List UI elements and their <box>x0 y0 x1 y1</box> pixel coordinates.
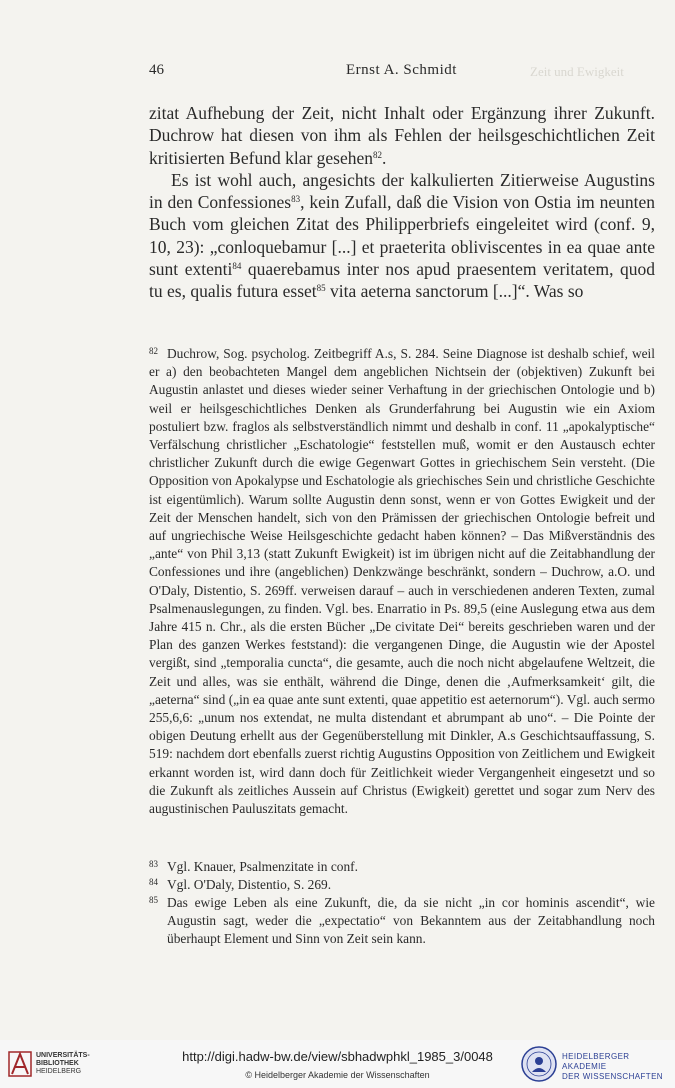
copyright-notice: © Heidelberger Akademie der Wissenschaften <box>245 1070 430 1080</box>
footnote-number: 82 <box>149 346 158 356</box>
footnote-number: 85 <box>149 895 158 905</box>
footnote-reference: 82 <box>373 149 383 160</box>
footnote-83 <box>149 858 655 876</box>
main-text <box>149 102 655 303</box>
document-url-link[interactable]: http://digi.hadw-bw.de/view/sbhadwphkl_1985_3/0048 <box>182 1049 493 1064</box>
paragraph-1: zitat Aufhebung der Zeit, nicht Inhalt oder Ergänzung ihrer Zukunft. Duchrow hat diesen von ihm als Fehlen der heilsgeschichtlichen Zeit kritisierten Befund klar gesehen$^{82}$. <box>149 103 655 168</box>
footnote-reference: 83 <box>291 194 301 205</box>
footnote-reference: 84 <box>232 261 242 272</box>
page-number: 46 <box>149 62 164 78</box>
footnote-text: Vgl. O'Daly, Distentio, S. 269. <box>167 877 332 892</box>
footnote-number: 84 <box>149 877 158 887</box>
footnote-82 <box>149 345 655 818</box>
footnote-text: Vgl. Knauer, Psalmenzitate in conf. <box>167 859 358 874</box>
paragraph-2: Es ist wohl auch, angesichts der kalkulierten Zitierweise Augustins in den Confessiones$^{83}$, kein Zufall, daß die Vision von Ostia im neunten Buch vom gleichen Zitat des Philipperbriefs eingeleitet wird (conf. 9, 10, 23): „conloquebamur [...] et praeterita obliviscentes in ea quae ante sunt extenti$^{84}$ quaerebamus inter nos apud praesentem veritatem, quod tu es, qualis futura esset$^{85}$ vita aeterna sanctorum [...]“. Was so <box>149 169 655 302</box>
running-head-author: Ernst A. Schmidt <box>346 62 457 78</box>
footnote-84 <box>149 876 655 894</box>
footer-bar <box>0 1040 675 1088</box>
academy-seal-icon <box>520 1045 558 1083</box>
footnote-text: Duchrow, Sog. psycholog. Zeitbegriff A.s, S. 284. Seine Diagnose ist deshalb schief, weil er a) den beobachteten Mangel dem angeblichen Nichtsein der (objektiven) Zukunft bei Augustin anlastet und dieses wieder seiner Verhaftung in der griechischen Ontologie und b) weil er heilsgeschichtliches Denken als Grunderfahrung bei Augustin wie ein Axiom postuliert bzw. fraglos als selbstverständlich nimmt und deshalb in conf. 11 „apokalyptische“ Verfälschung christlicher „Eschatologie“ feststellen muß, womit er den Austausch echter christlicher Zukunft durch die ewige Gegenwart Gottes in griechischem Sein versteht. (Die Opposition von Apokalypse und Eschatologie als griechisches Sein und christliche Geschichte ist eigentümlich). Warum sollte Augustin denn sonst, wenn er von Gottes Ewigkeit und der Zeit der Menschen handelt, sich von den Prämissen der griechischen Ontologie befreit und auf ungriechische Weise Heilsgeschichte gedacht haben können? – Das Mißverständnis des „ante“ von Phil 3,13 (statt Zukunft Ewigkeit) ist im übrigen nicht auf die Zeitabhandlung der Confessiones und ihre (angeblichen) Denkzwänge beschränkt, sondern – Duchrow, a.O. und O'Daly, Distentio, S. 269ff. verweisen darauf – auch in verschiedenen anderen Texten, zumal Psalmenauslegungen, zu finden. Vgl. bes. Enarratio in Ps. 89,5 (eine Auslegung etwa aus dem Jahre 415 n. Chr., als die ersten Bücher „De civitate Dei“ bereits geschrieben waren und der Plan des ganzen Werkes feststand): die vergangenen Dinge, die Augustin wie der Apostel vergißt, sind „temporalia cuncta“, die gesamte, auch die noch nicht abgelaufene Weltzeit, die Zeit und alles, was sie enthält, während die Dinge, denen die ‚Aufmerksamkeit‘ gilt, die „aeterna“ sind („in ea quae ante sunt extenti, quae appetitio est aeternorum“). Vgl. auch sermo 255,6,6: „unum nos extendat, ne multa distendant et abrumpant ab uno“. – Die Pointe der obigen Deutung erhellt aus der Gegenüberstellung mit Dinkler, A.s Geschichtsauffassung, S. 519: nachdem dort ebenfalls zuerst richtig Augustins Opposition von Zeitlichem und Ewigkeit erkannt worden ist, wird dann doch für Zeitlichkeit wieder Vergangenheit eingesetzt und so die Zukunft als zeitliches Aussein auf Christus (Ewigkeit) gerettet und sogar zum Nerv des augustinischen Pauluszitats gemacht. <box>149 346 655 817</box>
footnote-text: Das ewige Leben als eine Zukunft, die, da sie nicht „in cor hominis ascendit“, wie Augustin sagt, weder die „expectatio“ von Bekanntem aus der Zeitabhandlung noch überhaupt Element und Sinn von Zeit sein kann. <box>167 895 655 947</box>
academy-name: HEIDELBERGER AKADEMIE DER WISSENSCHAFTEN <box>562 1052 663 1081</box>
university-library-name: UNIVERSITÄTS- BIBLIOTHEK HEIDELBERG <box>36 1052 90 1075</box>
footnote-reference: 85 <box>316 283 326 294</box>
footnote-85 <box>149 894 655 949</box>
bleed-through-text: Zeit und Ewigkeit <box>530 64 624 79</box>
footnote-number: 83 <box>149 859 158 869</box>
